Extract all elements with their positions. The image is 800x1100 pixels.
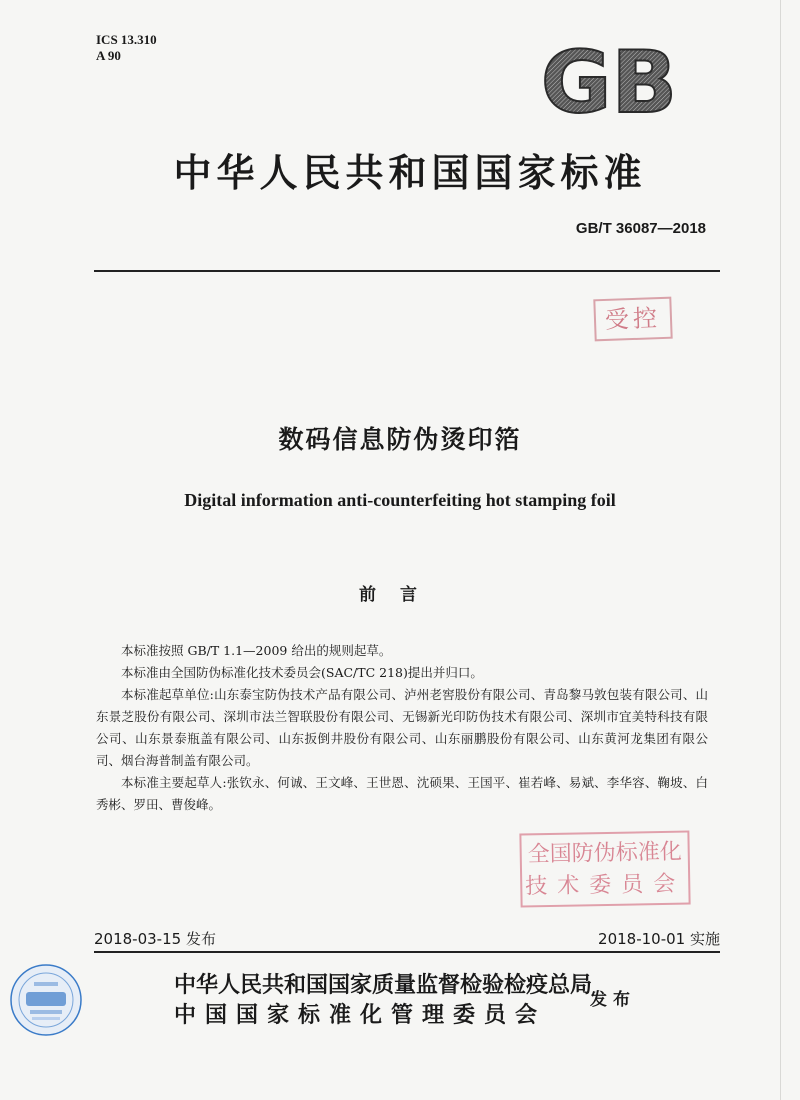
foreword-heading: 前言 bbox=[359, 585, 441, 605]
top-divider bbox=[94, 270, 720, 272]
ics-code: ICS 13.310 bbox=[96, 32, 157, 47]
main-title: 中华人民共和国国家标准 bbox=[173, 150, 647, 195]
issuer-sac: 中国国家标准化管理委员会 bbox=[174, 1002, 547, 1028]
standard-number: GB/T 36087—2018 bbox=[575, 220, 706, 237]
foreword-paragraph: 本标准按照 GB/T 1.1—2009 给出的规则起草。 bbox=[121, 643, 392, 658]
anti-counterfeit-seal-icon bbox=[8, 962, 84, 1038]
foreword-paragraph: 本标准由全国防伪标准化技术委员会(SAC/TC 218)提出并归口。 bbox=[121, 665, 483, 680]
committee-stamp bbox=[519, 831, 690, 908]
publish-date: 2018-03-15 发布 bbox=[94, 930, 216, 948]
document-title-en: Digital information anti-counterfeiting hot stamping foil bbox=[184, 490, 616, 510]
classification-codes bbox=[96, 32, 157, 64]
foreword-paragraph: 本标准起草单位:山东泰宝防伪技术产品有限公司、泸州老窖股份有限公司、青岛黎马敦包装有限公司、山东景芝股份有限公司、深圳市法兰智联股份有限公司、无锡新光印防伪技术有限公司、深圳市宜美特科技有限公司、山东景泰瓶盖有限公司、山东扳倒井股份有限公司、山东丽鹏股份有限公司、山东黄河龙集团有限公司、烟台海普制盖有限公司。 bbox=[96, 687, 708, 768]
implement-date: 2018-10-01 实施 bbox=[598, 930, 720, 948]
committee-stamp-line2: 技术委员会 bbox=[525, 871, 686, 900]
gb-logo-icon bbox=[534, 40, 684, 120]
page-edge-line bbox=[780, 0, 781, 1100]
committee-stamp-line1: 全国防伪标准化 bbox=[527, 839, 682, 868]
bottom-divider bbox=[94, 951, 720, 953]
document-title-cn: 数码信息防伪烫印箔 bbox=[278, 425, 522, 454]
foreword-paragraph: 本标准主要起草人:张钦永、何诚、王文峰、王世恩、沈硕果、王国平、崔若峰、易斌、李华容、鞠坡、白秀彬、罗田、曹俊峰。 bbox=[96, 775, 708, 812]
issue-label: 发布 bbox=[590, 990, 636, 1010]
foreword-body bbox=[96, 640, 708, 816]
issuing-authorities bbox=[174, 970, 592, 1030]
issuer-aqsiq: 中华人民共和国国家质量监督检验检疫总局 bbox=[174, 972, 593, 998]
gb-logo-letters: GB bbox=[540, 40, 678, 120]
controlled-stamp: 受控 bbox=[593, 297, 672, 342]
ccs-code: A 90 bbox=[96, 48, 121, 63]
